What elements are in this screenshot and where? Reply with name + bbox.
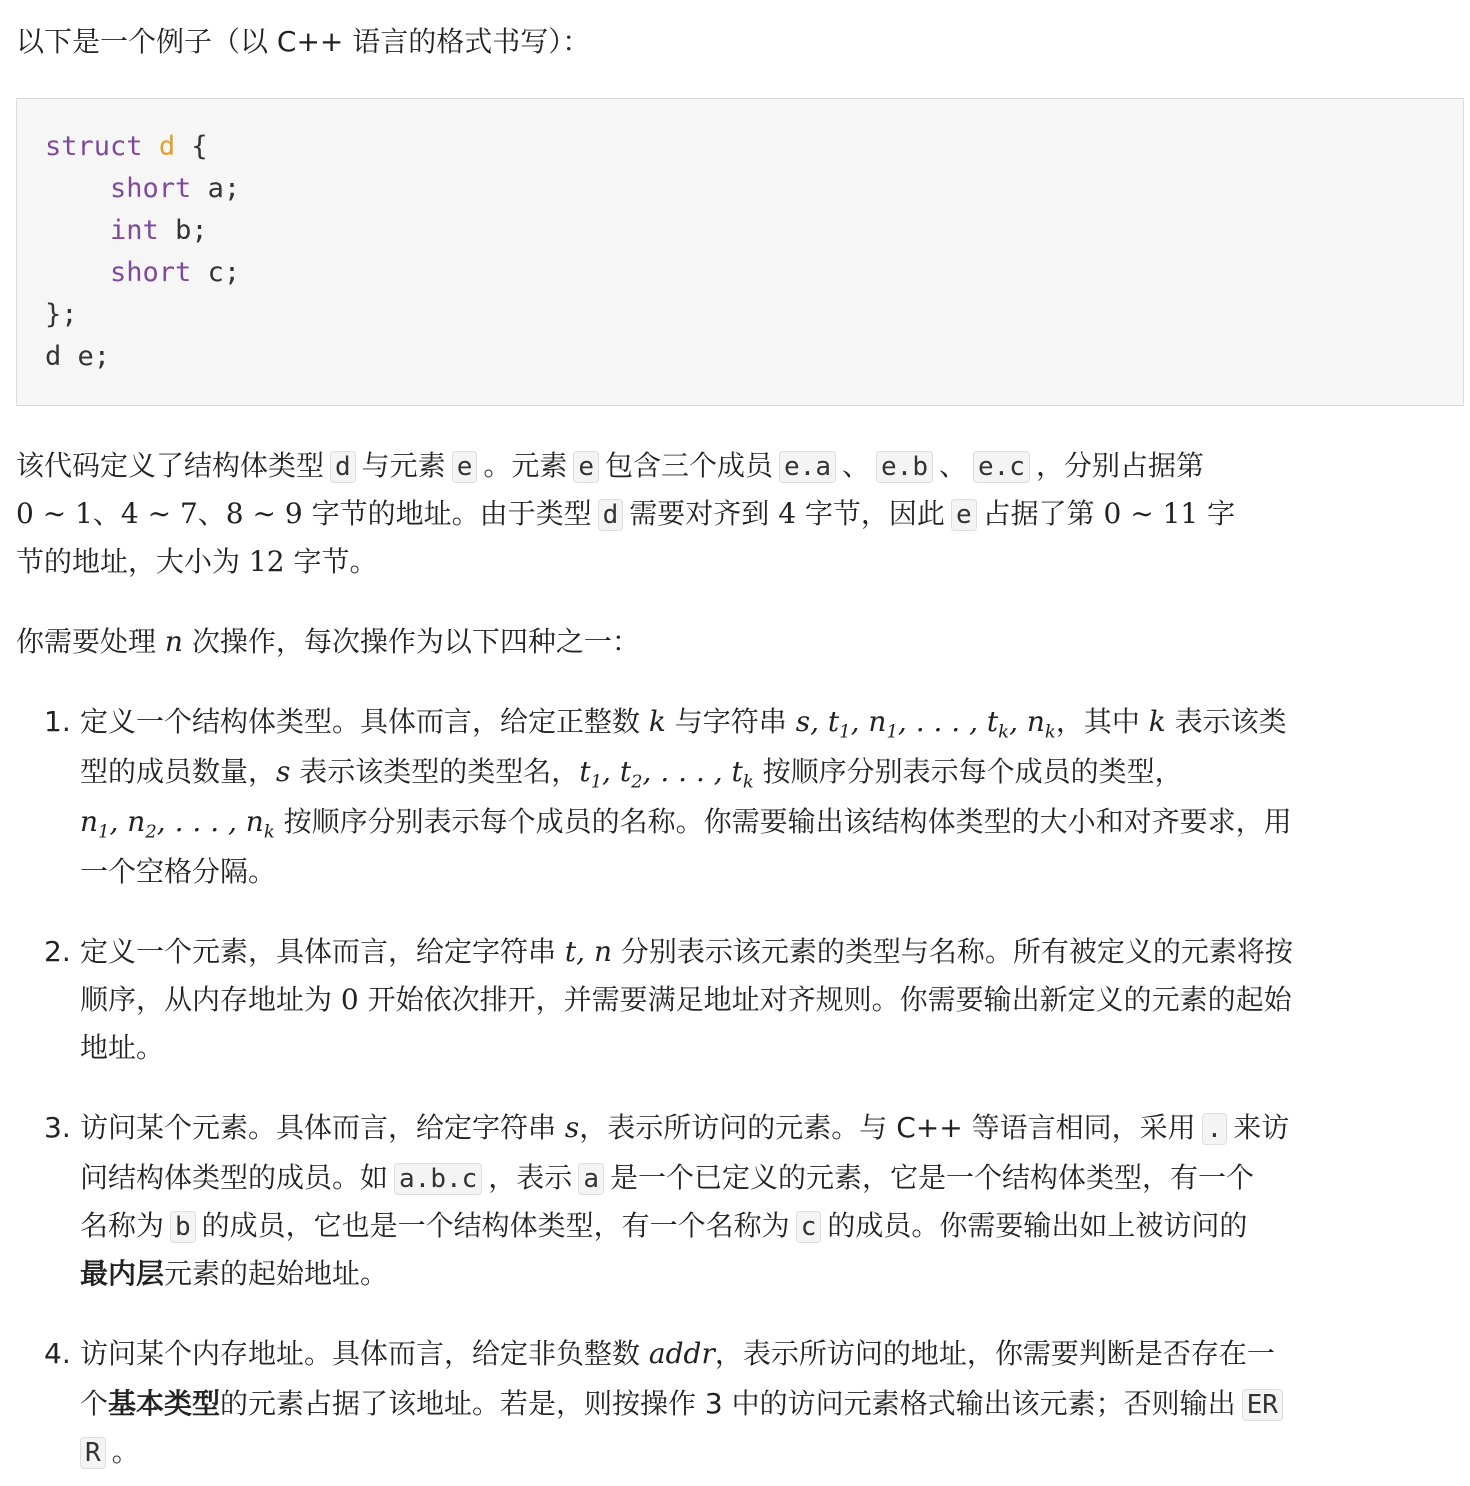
para1-line3: 节的地址，大小为 12 字节。: [16, 545, 378, 578]
item3-line2: 问结构体类型的成员。如 a.b.c ，表示 a 是一个已定义的元素，它是一个结构体类型，有一个: [80, 1161, 1254, 1194]
item2-line2: 顺序，从内存地址为 0 开始依次排开，并需要满足地址对齐规则。你需要输出新定义的元素的起始: [80, 983, 1292, 1016]
code-block: [16, 98, 1464, 406]
para1-line1: 该代码定义了结构体类型 d 与元素 e 。元素 e 包含三个成员 e.a 、 e.b 、 e.c ，分别占据第: [16, 449, 1204, 482]
item1-line2: 型的成员数量，s 表示该类型的类型名，$t_1$, $t_2$, . . . , $t_k$ 按顺序分别表示每个成员的类型，: [80, 755, 1183, 793]
item2-line3: 地址。: [80, 1031, 165, 1064]
code-line-2: short a;: [110, 173, 241, 204]
item3-line4: 最内层元素的起始地址。: [80, 1257, 389, 1290]
item3-line3: 名称为 b 的成员，它也是一个结构体类型，有一个名称为 c 的成员。你需要输出如上被访问的: [80, 1209, 1248, 1242]
code-line-6: d e;: [45, 341, 111, 372]
code-line-3: int b;: [110, 215, 208, 246]
code-line-1: struct d {: [45, 131, 208, 162]
item4-line1: 访问某个内存地址。具体而言，给定非负整数 addr，表示所访问的地址，你需要判断是否存在一: [80, 1337, 1275, 1370]
code-line-5: };: [45, 299, 78, 330]
list-number-2: 2.: [44, 935, 71, 968]
item3-line1: 访问某个元素。具体而言，给定字符串 s，表示所访问的元素。与 C++ 等语言相同，采用 . 来访: [80, 1111, 1290, 1144]
item1-line4: 一个空格分隔。: [80, 855, 277, 888]
item1-line3: $n_1$, $n_2$, . . . , $n_k$ 按顺序分别表示每个成员的名称。你需要输出该结构体类型的大小和对齐要求，用: [80, 805, 1292, 843]
item2-line1: 定义一个元素，具体而言，给定字符串 t, n 分别表示该元素的类型与名称。所有被定义的元素将按: [80, 935, 1293, 968]
code-line-4: short c;: [110, 257, 241, 288]
item4-line3: R 。: [80, 1432, 140, 1472]
item1-line1: 定义一个结构体类型。具体而言，给定正整数 k 与字符串 s, $t_1$, $n_1$, . . . , $t_k$, $n_k$，其中 k 表示该类: [80, 705, 1287, 743]
item4-line2: 个基本类型的元素占据了该地址。若是，则按操作 3 中的访问元素格式输出该元素；否则输出 ER: [80, 1384, 1289, 1424]
para2: 你需要处理 n 次操作，每次操作为以下四种之一：: [16, 625, 640, 658]
list-number-1: 1.: [44, 705, 71, 738]
list-number-4: 4.: [44, 1337, 71, 1370]
para1-line2: 0 ∼ 1、4 ∼ 7、8 ∼ 9 字节的地址。由于类型 d 需要对齐到 4 字节，因此 e 占据了第 0 ∼ 11 字: [16, 497, 1236, 530]
list-number-3: 3.: [44, 1111, 71, 1144]
intro-text: 以下是一个例子（以 C++ 语言的格式书写）：: [16, 25, 591, 58]
